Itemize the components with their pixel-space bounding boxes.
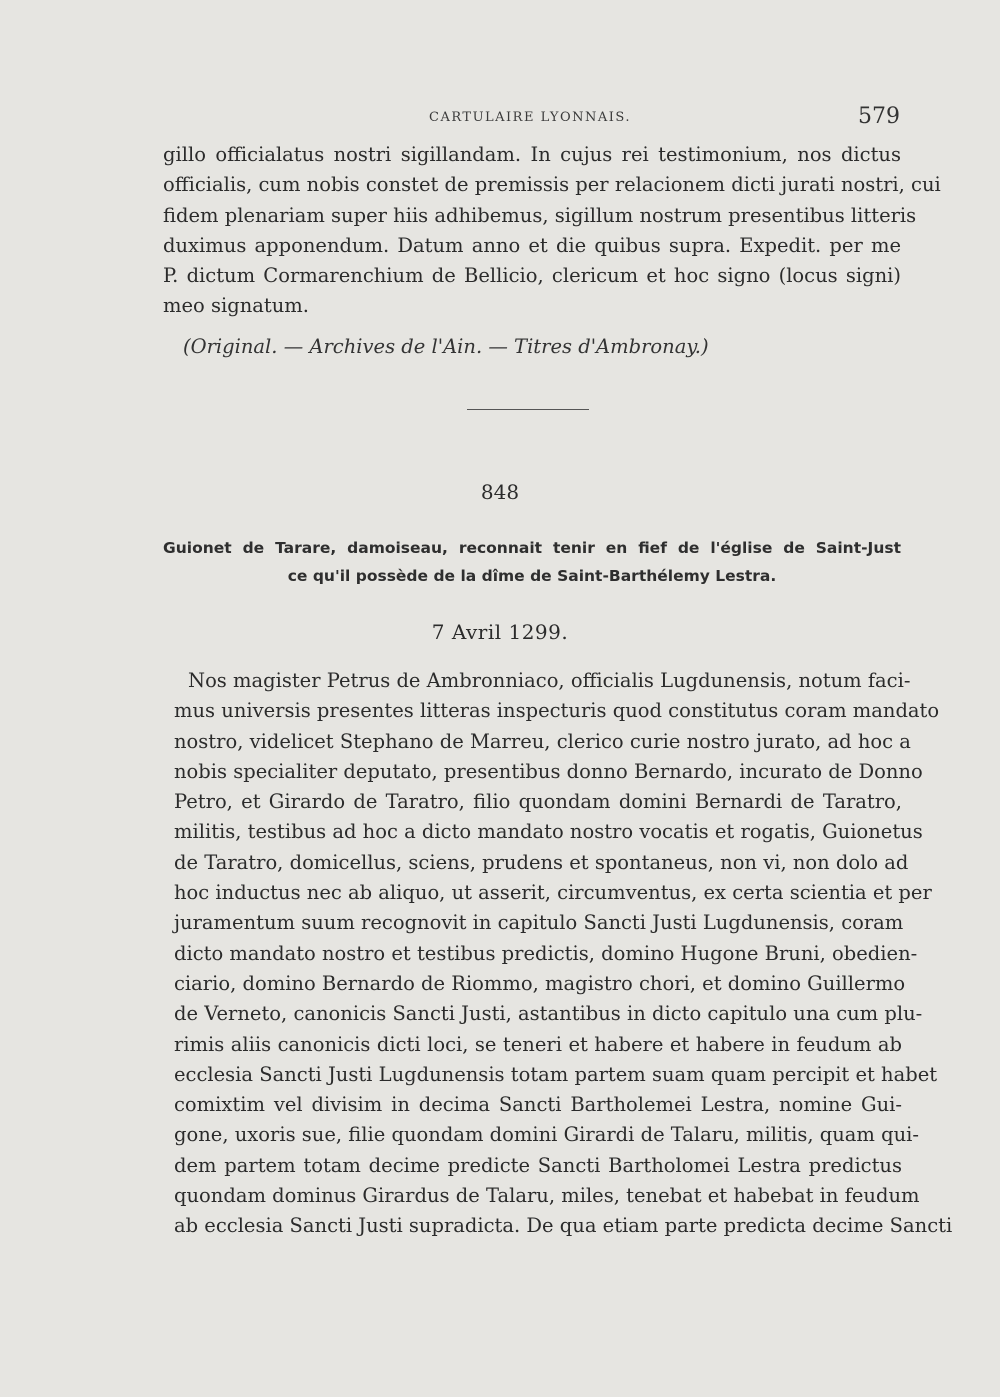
text-line: dem partem totam decime predicte Sancti Bartholomei Lestra predictus — [174, 1153, 902, 1177]
text-line: officialis, cum nobis constet de premissis per relacionem dicti jurati nostri, cui — [163, 173, 941, 197]
text-line: ab ecclesia Sancti Justi supradicta. De qua etiam parte predicta decime Sancti — [174, 1214, 953, 1238]
text-line: duximus apponendum. Datum anno et die quibus supra. Expedit. per me — [163, 233, 901, 257]
text-line: Petro, et Girardo de Taratro, filio quondam domini Bernardi de Taratro, — [174, 790, 902, 814]
text-line: comixtim vel divisim in decima Sancti Bartholemei Lestra, nomine Gui- — [174, 1093, 902, 1117]
text-line: juramentum suum recognovit in capitulo Sancti Justi Lugdunensis, coram — [174, 911, 904, 935]
text-line: Nos magister Petrus de Ambronniaco, officialis Lugdunensis, notum faci- — [188, 669, 911, 692]
text-line: hoc inductus nec ab aliquo, ut asserit, circumventus, ex certa scientia et per — [174, 881, 932, 905]
text-line: militis, testibus ad hoc a dicto mandato nostro vocatis et rogatis, Guionetus — [174, 820, 923, 844]
text-line: de Verneto, canonicis Sancti Justi, astantibus in dicto capitulo una cum plu- — [174, 1002, 923, 1026]
running-head — [160, 106, 900, 134]
text-line: nobis specialiter deputato, presentibus donno Bernardo, incurato de Donno — [174, 759, 923, 783]
text-line: gone, uxoris sue, filie quondam domini Girardi de Talaru, militis, quam qui- — [174, 1123, 919, 1147]
continuation-text — [163, 140, 941, 322]
charter-number: 848 — [480, 480, 520, 504]
section-divider — [467, 409, 589, 410]
source-citation: (Original. — Archives de l'Ain. — Titres d'Ambronay.) — [183, 335, 709, 358]
text-line: nostro, videlicet Stephano de Marreu, clerico curie nostro jurato, ad hoc a — [174, 729, 911, 753]
charter-text — [174, 666, 953, 1242]
text-line: quondam dominus Girardus de Talaru, miles, tenebat et habebat in feudum — [174, 1184, 920, 1208]
page-number: 579 — [858, 104, 900, 129]
text-line: dicto mandato nostro et testibus predictis, domino Hugone Bruni, obedien- — [174, 941, 918, 965]
text-line: meo signatum. — [163, 294, 309, 318]
text-line: ciario, domino Bernardo de Riommo, magistro chori, et domino Guillermo — [174, 971, 906, 995]
charter-date: 7 Avril 1299. — [431, 620, 569, 644]
text-line: mus universis presentes litteras inspecturis quod constitutus coram mandato — [174, 699, 940, 723]
running-title: CARTULAIRE LYONNAIS. — [429, 110, 631, 125]
charter-summary — [163, 534, 901, 590]
text-line: fidem plenariam super hiis adhibemus, sigillum nostrum presentibus litteris — [163, 203, 917, 227]
text-line: ecclesia Sancti Justi Lugdunensis totam partem suam quam percipit et habet — [174, 1062, 938, 1086]
text-line: de Taratro, domicellus, sciens, prudens et spontaneus, non vi, non dolo ad — [174, 850, 909, 874]
text-line: P. dictum Cormarenchium de Bellicio, clericum et hoc signo (locus signi) — [163, 264, 901, 288]
summary-line: ce qu'il possède de la dîme de Saint-Barthélemy Lestra. — [287, 567, 777, 585]
summary-line: Guionet de Tarare, damoiseau, reconnait tenir en fief de l'église de Saint-Just — [163, 539, 901, 557]
text-line: gillo officialatus nostri sigillandam. In cujus rei testimonium, nos dictus — [163, 143, 901, 166]
text-line: rimis aliis canonicis dicti loci, se teneri et habere et habere in feudum ab — [174, 1032, 902, 1056]
